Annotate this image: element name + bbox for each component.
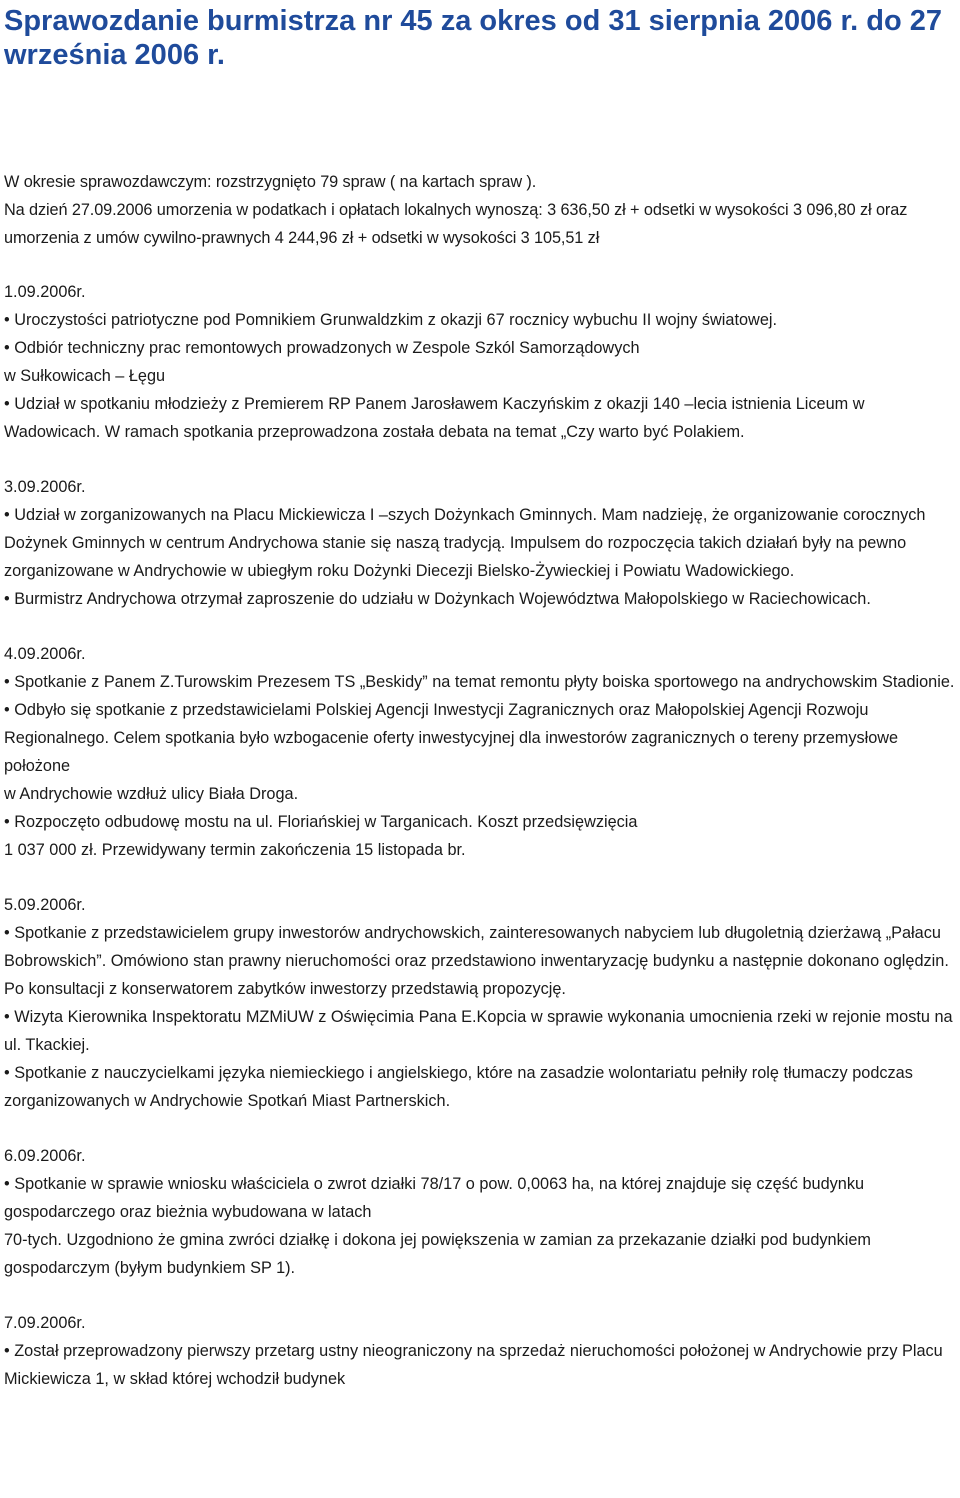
- day-section: [4, 278, 960, 446]
- day-date: 1.09.2006r.: [4, 283, 86, 301]
- intro-line-amounts: Na dzień 27.09.2006 umorzenia w podatkach i opłatach lokalnych wynoszą: 3 636,50 zł + odsetki w wysokości 3 096,80 zł oraz umorzenia z umów cywilno-prawnych 4 244,96 zł + odsetki w wysokości 3 105,51 zł: [4, 201, 908, 247]
- day-section: [4, 1309, 960, 1393]
- report-paragraph: 70-tych. Uzgodniono że gmina zwróci działkę i dokona jej powiększenia w zamian za przekazanie działki pod budynkiem gospodarczym (byłym budynkiem SP 1).: [4, 1231, 871, 1277]
- report-paragraph: • Burmistrz Andrychowa otrzymał zaproszenie do udziału w Dożynkach Województwa Małopolskiego w Raciechowicach.: [4, 590, 871, 608]
- intro-line-cases: W okresie sprawozdawczym: rozstrzygnięto 79 spraw ( na kartach spraw ).: [4, 173, 537, 191]
- day-date: 5.09.2006r.: [4, 896, 86, 914]
- report-title: Sprawozdanie burmistrza nr 45 za okres od 31 sierpnia 2006 r. do 27 września 2006 r.: [4, 5, 943, 71]
- day-section: [4, 891, 960, 1115]
- day-date: 7.09.2006r.: [4, 1314, 86, 1332]
- report-paragraph: • Udział w spotkaniu młodzieży z Premierem RP Panem Jarosławem Kaczyńskim z okazji 140 –lecia istnienia Liceum w Wadowicach. W ramach spotkania przeprowadzona została debata na temat „Czy warto być Polakiem.: [4, 395, 865, 441]
- day-section: [4, 1142, 960, 1282]
- day-date: 6.09.2006r.: [4, 1147, 86, 1165]
- day-date: 4.09.2006r.: [4, 645, 86, 663]
- day-section: [4, 640, 960, 864]
- report-paragraph: • Został przeprowadzony pierwszy przetarg ustny nieograniczony na sprzedaż nieruchomości położonej w Andrychowie przy Placu Mickiewicza 1, w skład której wchodził budynek: [4, 1342, 943, 1388]
- report-paragraph: • Uroczystości patriotyczne pod Pomnikiem Grunwaldzkim z okazji 67 rocznicy wybuchu II wojny światowej.: [4, 311, 778, 329]
- report-paragraph: • Odbiór techniczny prac remontowych prowadzonych w Zespole Szkól Samorządowych: [4, 339, 640, 357]
- intro-section: [4, 168, 960, 252]
- day-date: 3.09.2006r.: [4, 478, 86, 496]
- report-paragraph: • Odbyło się spotkanie z przedstawicielami Polskiej Agencji Inwestycji Zagranicznych oraz Małopolskiej Agencji Rozwoju Regionalnego. Celem spotkania było wzbogacenie oferty inwestycyjnej dla inwestorów zagranicznych o tereny przemysłowe położone: [4, 701, 899, 775]
- report-paragraph: • Udział w zorganizowanych na Placu Mickiewicza I –szych Dożynkach Gminnych. Mam nadzieję, że organizowanie corocznych Dożynek Gminnych w centrum Andrychowa stanie się naszą tradycją. Impulsem do rozpoczęcia takich działań były na pewno zorganizowane w Andrychowie w ubiegłym roku Dożynki Diecezji Bielsko-Żywieckiej i Powiatu Wadowickiego.: [4, 506, 926, 580]
- report-paragraph: • Spotkanie z Panem Z.Turowskim Prezesem TS „Beskidy” na temat remontu płyty boiska sportowego na andrychowskim Stadionie.: [4, 673, 955, 691]
- report-paragraph: • Spotkanie w sprawie wniosku właściciela o zwrot działki 78/17 o pow. 0,0063 ha, na której znajduje się część budynku gospodarczego oraz bieżnia wybudowana w latach: [4, 1175, 865, 1221]
- report-paragraph: w Sułkowicach – Łęgu: [4, 367, 166, 385]
- report-paragraph: w Andrychowie wzdłuż ulicy Biała Droga.: [4, 785, 299, 803]
- report-paragraph: • Wizyta Kierownika Inspektoratu MZMiUW z Oświęcimia Pana E.Kopcia w sprawie wykonania umocnienia rzeki w rejonie mostu na ul. Tkackiej.: [4, 1008, 953, 1054]
- day-section: [4, 473, 960, 613]
- daily-report-list: [4, 278, 960, 1420]
- report-paragraph: • Spotkanie z nauczycielkami języka niemieckiego i angielskiego, które na zasadzie wolontariatu pełniły rolę tłumaczy podczas zorganizowanych w Andrychowie Spotkań Miast Partnerskich.: [4, 1064, 913, 1110]
- report-paragraph: • Rozpoczęto odbudowę mostu na ul. Floriańskiej w Targanicach. Koszt przedsięwzięcia: [4, 813, 638, 831]
- report-paragraph: 1 037 000 zł. Przewidywany termin zakończenia 15 listopada br.: [4, 841, 466, 859]
- report-paragraph: • Spotkanie z przedstawicielem grupy inwestorów andrychowskich, zainteresowanych nabyciem lub długoletnią dzierżawą „Pałacu Bobrowskich”. Omówiono stan prawny nieruchomości oraz przedstawiono inwentaryzację budynku a następnie dokonano oględzin. Po konsultacji z konserwatorem zabytków inwestorzy przedstawią propozycję.: [4, 924, 949, 998]
